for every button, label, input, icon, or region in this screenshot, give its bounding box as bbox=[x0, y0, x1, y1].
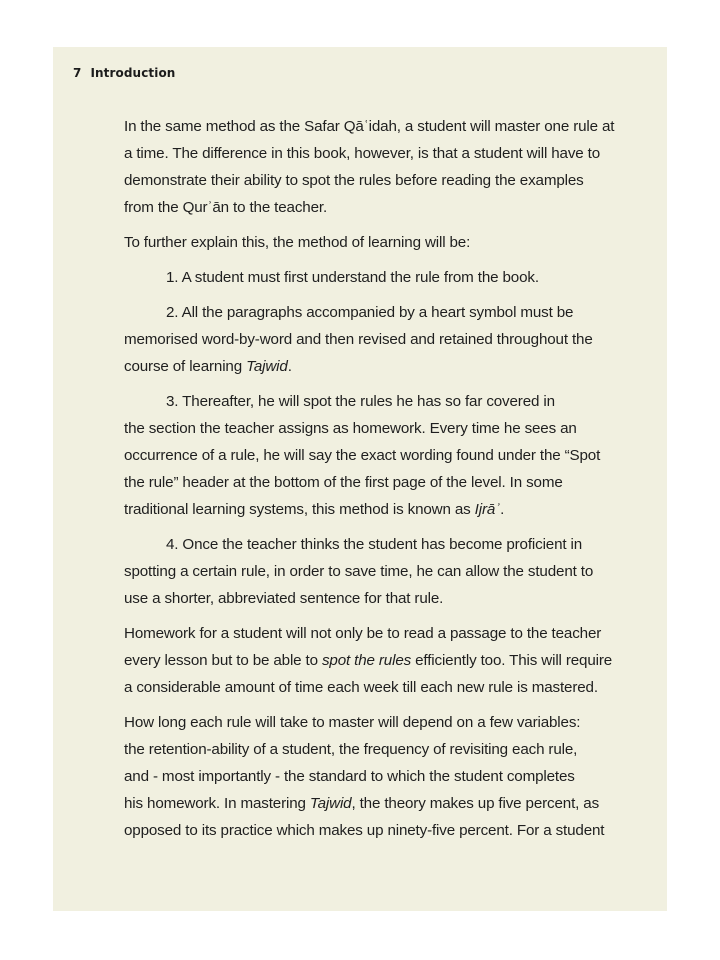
italic-term: Ijrāʾ bbox=[474, 501, 501, 518]
text-line bbox=[124, 647, 613, 674]
document-page bbox=[53, 47, 667, 911]
text-line: memorised word-by-word and then revised and retained throughout the bbox=[124, 331, 593, 348]
text-line: the retention-ability of a student, the frequency of revisiting each rule, bbox=[124, 741, 578, 758]
text-line: a time. The difference in this book, however, is that a student will have to bbox=[124, 145, 601, 162]
text-line: 1. A student must first understand the rule from the book. bbox=[166, 269, 539, 286]
text-line: In the same method as the Safar Qāʿidah, a student will master one rule at bbox=[124, 118, 615, 135]
text-line bbox=[124, 790, 602, 817]
text-run: every lesson but to be able to bbox=[124, 652, 322, 669]
running-header bbox=[73, 66, 175, 80]
page-number: 7 bbox=[73, 66, 82, 80]
italic-term: Tajwid bbox=[309, 795, 352, 812]
text-run: , the theory makes up five percent, as bbox=[351, 795, 600, 812]
section-title: Introduction bbox=[90, 66, 176, 80]
text-line: the section the teacher assigns as homework. Every time he sees an bbox=[124, 420, 577, 437]
text-line: 4. Once the teacher thinks the student has become proficient in bbox=[166, 536, 583, 553]
text-run: efficiently too. This will require bbox=[411, 652, 613, 669]
text-line: demonstrate their ability to spot the rules before reading the examples bbox=[124, 172, 584, 189]
italic-term: spot the rules bbox=[321, 652, 412, 669]
text-line: use a shorter, abbreviated sentence for that rule. bbox=[124, 590, 444, 607]
text-line: Homework for a student will not only be to read a passage to the teacher bbox=[124, 625, 602, 642]
text-run: course of learning bbox=[124, 358, 247, 375]
list-item-3 bbox=[124, 388, 602, 523]
text-line: 3. Thereafter, he will spot the rules he has so far covered in bbox=[166, 393, 555, 410]
paragraph bbox=[124, 620, 613, 701]
text-line bbox=[124, 496, 602, 523]
text-line: occurrence of a rule, he will say the exact wording found under the “Spot bbox=[124, 447, 601, 464]
text-run: . bbox=[500, 501, 505, 518]
text-run: his homework. In mastering bbox=[124, 795, 310, 812]
list-item-2 bbox=[124, 299, 602, 380]
paragraph bbox=[124, 113, 615, 221]
text-line: To further explain this, the method of learning will be: bbox=[124, 234, 471, 251]
text-line: How long each rule will take to master will depend on a few variables: bbox=[124, 714, 581, 731]
text-line: the rule” header at the bottom of the first page of the level. In some bbox=[124, 474, 563, 491]
list-item-1 bbox=[124, 264, 602, 291]
paragraph bbox=[124, 709, 605, 844]
paragraph bbox=[124, 229, 602, 256]
text-run: . bbox=[287, 358, 292, 375]
list-item-4 bbox=[124, 531, 602, 612]
body-text bbox=[124, 113, 615, 852]
text-line: spotting a certain rule, in order to save time, he can allow the student to bbox=[124, 563, 594, 580]
text-run: traditional learning systems, this method is known as bbox=[124, 501, 475, 518]
text-line: from the Qurʾān to the teacher. bbox=[124, 199, 328, 216]
text-line: a considerable amount of time each week till each new rule is mastered. bbox=[124, 679, 598, 696]
text-line bbox=[124, 353, 602, 380]
italic-term: Tajwid bbox=[246, 358, 288, 375]
text-line: 2. All the paragraphs accompanied by a heart symbol must be bbox=[166, 304, 574, 321]
text-line: and - most importantly - the standard to which the student completes bbox=[124, 768, 575, 785]
text-line: opposed to its practice which makes up ninety-five percent. For a student bbox=[124, 822, 605, 839]
